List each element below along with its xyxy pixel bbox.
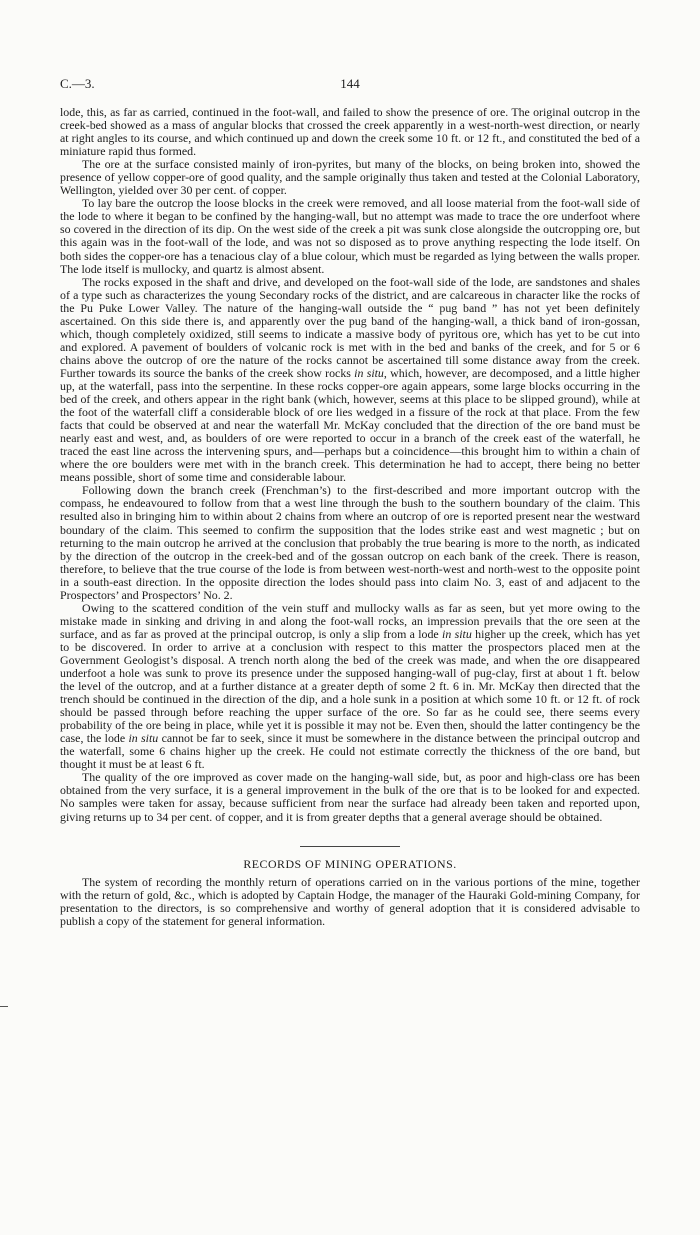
paragraph-outcrop: To lay bare the outcrop the loose blocks in the creek were removed, and all loose material from the foot-wall side of the lode to where it began to be confined by the hanging-wall, but no attempt was made to trace the ore underfoot where so covered in the direction of its dip. On the west side of the creek a pit was sunk close alongside the outcropping ore, but this again was in the foot-wall of the lode, and was not so disposed as to prove anything respecting the lode itself. On both sides the copper-ore has a tenacious clay of a blue colour, which must be regarded as lying between the walls proper. The lode itself is mullocky, and quartz is almost absent. [60,196,640,276]
paragraph-ore-quality: The quality of the ore improved as cover made on the hanging-wall side, but, as poor and high-class ore has been obtained from the very surface, it is a general improvement in the bulk of the ore that is to be looked for and expected. No samples were taken for assay, because sufficient from near the surface had already been taken and reported upon, giving returns up to 34 per cent. of copper, and it is from greater depths that a general average should be obtained. [60,770,640,824]
paragraph-continued: lode, this, as far as carried, continued in the foot-wall, and failed to show the presence of ore. The original outcrop in the creek-bed showed as a mass of angular blocks that crossed the creek apparently in a west-north-west direction, or nearly at right angles to its course, and which continued up and down the creek some 10 ft. or 12 ft., and constituted the bed of a miniature rapid thus formed. [60,105,640,159]
paragraph-ore-surface: The ore at the surface consisted mainly of iron-pyrites, but many of the blocks, on being broken into, showed the presence of yellow copper-ore of good quality, and the sample originally thus taken and tested at the Colonial Laboratory, Wellington, yielded over 30 per cent. of copper. [60,157,640,198]
section-divider [300,846,400,847]
page-number: 144 [340,76,360,91]
paragraph-branch-creek: Following down the branch creek (Frenchman’s) to the first-described and more important outcrop with the compass, he endeavoured to follow from that a west line through the bush to the southern boundary of the claim. This resulted also in bringing him to within about 2 chains from where an outcrop of ore is reported present near the westward boundary of the claim. This seemed to confirm the supposition that the lodes strike east and west magnetic ; but on returning to the main outcrop he arrived at the conclusion that probably the true bearing is more to the north, as indicated by the direction of the outcrop in the creek-bed and of the gossan outcrop on each bank of the creek. There is reason, therefore, to believe that the true course of the lode is from between west-north-west and north-west to the opposite point in a south-east direction. In the opposite direction the lodes should pass into claim No. 3, east of and adjacent to the Prospectors’ and Prospectors’ No. 2. [60,483,640,602]
margin-mark [0,1006,8,1007]
page-header [60,76,640,94]
paragraph-vein-stuff: Owing to the scattered condition of the vein stuff and mullocky walls as far as seen, but yet more owing to the mistake made in sinking and driving in and along the foot-wall rocks, an impression prevails that the ore seen at the surface, and as far as proved at the principal outcrop, is only a slip from a lode in situ higher up the creek, which has yet to be discovered. In order to arrive at a conclusion with respect to this matter the prospectors placed men at the Government Geologist’s disposal. A trench north along the bed of the creek was made, and when the ore disappeared underfoot a hole was sunk to prove its presence under the supposed hanging-wall of pug-clay, first at about 1 ft. below the level of the outcrop, and at a further distance at a greater depth of some 2 ft. 6 in. Mr. McKay then directed that the trench should be continued in the direction of the dip, and a hole sunk in a position at which some 10 ft. or 12 ft. of rock should be passed through before reaching the upper surface of the ore. So far as he could see, there seems every probability of the ore being in place, while yet it is possible it may not be. Even then, should the latter contingency be the case, the lode in situ cannot be far to seek, since it must be somewhere in the distance between the principal outcrop and the waterfall, some 6 chains higher up the creek. He could not estimate correctly the thickness of the ore band, but thought it must be at least 6 ft. [60,600,641,772]
paragraph-records: The system of recording the monthly return of operations carried on in the various portions of the mine, together with the return of gold, &c., which is adopted by Captain Hodge, the manager of the Hauraki Gold-mining Company, for presentation to the directors, is so comprehensive and worthy of general adoption that it is considered advisable to publish a copy of the statement for general information. [60,874,640,928]
paragraph-rocks: The rocks exposed in the shaft and drive, and developed on the foot-wall side of the lode, are sandstones and shales of a type such as characterizes the young Secondary rocks of the district, and are calcareous in character like the rocks of the Pu Puke Lower Valley. The nature of the hanging-wall outside the “ pug band ” has not yet been definitely ascertained. On this side there is, and apparently over the pug band of the hanging-wall, a thick band of iron-gossan, which, though completely oxidized, still seems to indicate a massive body of pyritous ore, which has yet to be cut into and explored. A pavement of boulders of volcanic rock is met with in the bed and banks of the creek, and for 5 or 6 chains above the outcrop of ore the nature of the rocks cannot be ascertained till some distance away from the creek. Further towards its source the banks of the creek show rocks in situ, which, however, are decomposed, and a little higher up, at the waterfall, pass into the serpentine. In these rocks copper-ore again appears, some large blocks occurring in the bed of the creek, and others appear in the right bank (which, however, seems at this place to be slipped ground), while at the foot of the waterfall cliff a considerable block of ore lies wedged in a fissure of the rock at that place. From the few facts that could be observed at and near the waterfall Mr. McKay concluded that the direction of the ore band must be nearly east and west, and, as boulders of ore were reported to occur in a branch of the creek east of the waterfall, he traced the east line across the intervening spurs, and—perhaps but a coincidence—this brought him to within a chain of where the ore boulders were met with in the branch creek. This determination he had to accept, there being no better means possible, short of some time and considerable labour. [60,274,640,485]
body-text [60,106,640,928]
section-heading: RECORDS OF MINING OPERATIONS. [243,856,457,871]
document-reference: C.—3. [60,76,95,91]
